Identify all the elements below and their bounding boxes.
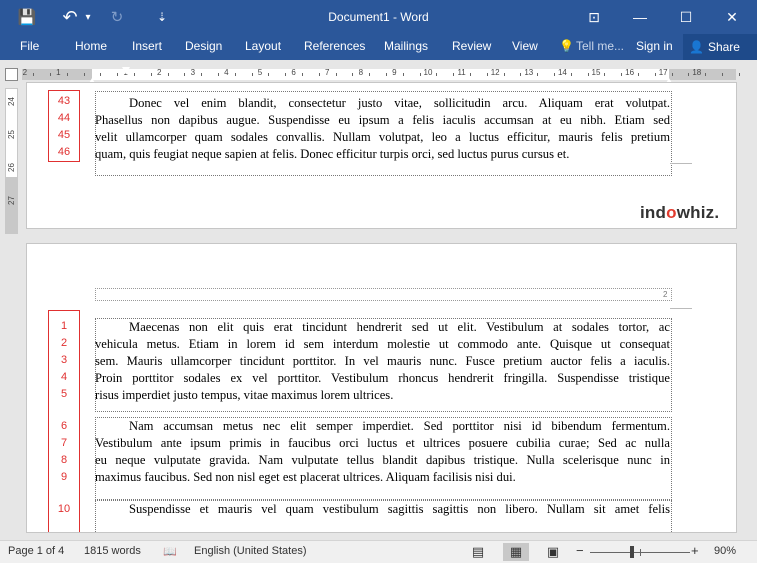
text-line: risus imperdiet justo tempus, vitae maximus lorem ultrices. (95, 388, 394, 402)
first-line-indent-marker[interactable] (122, 67, 130, 74)
ruler-tick (302, 73, 303, 76)
margin-line (670, 308, 692, 309)
ruler-number: 7 (324, 68, 330, 77)
ruler-number: 14 (557, 68, 567, 77)
ruler-number: 2 (156, 68, 162, 77)
zoom-in-button[interactable]: + (691, 543, 699, 558)
tell-me-search[interactable]: Tell me... (576, 39, 625, 53)
tab-review[interactable]: Review (452, 39, 492, 53)
vertical-ruler-number: 27 (7, 196, 16, 205)
text-line: eu neque vulputate gravida. Nam vulputate tellus blandit dapibus tristique. Nulla scelerisque nunc in (95, 453, 670, 467)
ruler-number: 12 (490, 68, 500, 77)
ruler-tick (319, 73, 320, 76)
ruler-tick (151, 73, 152, 76)
ruler-tick (218, 73, 219, 76)
line-number: 10 (57, 503, 71, 515)
paragraph-text[interactable] (95, 501, 670, 518)
ruler-tick (369, 73, 370, 76)
ruler-tick (67, 73, 68, 76)
maximize-icon[interactable]: ☐ (679, 8, 693, 25)
tab-file[interactable]: File (20, 39, 40, 53)
minimize-icon[interactable]: — (633, 9, 647, 25)
ruler-tick (403, 73, 404, 76)
ruler-tick (672, 73, 673, 76)
text-line: Maecenas non elit quis erat tincidunt hendrerit sed ut elit. Vestibulum at sodales tortor, ac (129, 320, 670, 334)
text-line: maximus faucibus. Sed non nisl eget est placerat ultrices. Aliquam facilisis nisi dui. (95, 470, 516, 484)
undo-dropdown-icon[interactable]: ▾ (85, 11, 91, 23)
print-layout-icon[interactable]: ▦ (503, 543, 529, 561)
ruler-tick (688, 73, 689, 76)
ruler-number: 8 (358, 68, 364, 77)
status-bar (0, 540, 757, 563)
share-button[interactable] (683, 34, 757, 60)
page-2 (26, 243, 737, 533)
ruler-tick (604, 73, 605, 76)
ruler-tick (436, 73, 437, 76)
ribbon-tabs (0, 34, 757, 60)
ruler-number: 5 (257, 68, 263, 77)
text-line: Vestibulum ante ipsum primis in faucibus orci luctus et ultrices posuere cubilia curae; Sed ac nulla (95, 436, 670, 450)
ruler-tick (621, 73, 622, 76)
indowhiz-logo: indowhiz. (640, 203, 720, 222)
text-line: velit ullamcorper quam sodales convallis. Nullam volutpat, leo a luctus efficitur, mauris felis pretium (95, 130, 670, 144)
line-numbers-box (48, 90, 80, 162)
proofing-icon[interactable]: 📖 (163, 546, 177, 558)
title-bar (0, 0, 757, 34)
ruler-number: 18 (692, 68, 702, 77)
vertical-ruler-number: 24 (7, 97, 16, 106)
ruler-tick (722, 73, 723, 76)
ruler-tick (520, 73, 521, 76)
ruler-tick (352, 73, 353, 76)
ruler-number: 10 (423, 68, 433, 77)
line-number: 1 (60, 320, 68, 332)
header-page-number: 2 (663, 290, 668, 299)
sign-in-link[interactable]: Sign in (636, 39, 673, 53)
text-line: sem. Mauris ullamcorper tincidunt porttitor. In vel mauris nunc. Fusce pretium auctor felis a iaculis. (95, 354, 670, 368)
line-number: 3 (60, 354, 68, 366)
ruler-number: 13 (524, 68, 534, 77)
ruler-tick (336, 73, 337, 76)
tab-home[interactable]: Home (75, 39, 108, 53)
ruler-tick (487, 73, 488, 76)
line-number: 2 (60, 337, 68, 349)
share-label: Share (707, 40, 740, 54)
vertical-ruler-number: 25 (7, 130, 16, 139)
line-numbers-box (48, 310, 80, 533)
web-layout-icon[interactable]: ▣ (546, 544, 560, 559)
line-number: 5 (60, 388, 68, 400)
ruler-tick (33, 73, 34, 76)
zoom-slider-center-mark (640, 549, 641, 556)
line-number: 45 (57, 129, 71, 141)
ruler-tick (117, 73, 118, 76)
page-count[interactable]: Page 1 of 4 (8, 545, 65, 557)
tab-view[interactable]: View (512, 39, 538, 53)
ruler-tick (100, 73, 101, 76)
line-number: 4 (60, 371, 68, 383)
header-area[interactable] (95, 288, 672, 301)
ruler-number: 9 (392, 68, 397, 77)
undo-icon[interactable]: ↶ (62, 6, 78, 27)
zoom-slider-thumb[interactable] (630, 546, 634, 558)
redo-icon[interactable]: ↻ (110, 9, 124, 26)
ruler-number: 1 (56, 68, 61, 77)
ruler-tick (470, 73, 471, 76)
ruler-tick (268, 73, 269, 76)
ruler-number: 2 (22, 68, 28, 77)
ruler-tick (252, 73, 253, 76)
ruler-tick (285, 73, 286, 76)
ruler-tick (386, 73, 387, 76)
close-icon[interactable]: ✕ (726, 8, 738, 25)
ruler-tick (537, 73, 538, 76)
ruler-number: 11 (457, 68, 466, 77)
tab-insert[interactable]: Insert (132, 39, 163, 53)
line-number: 8 (60, 454, 68, 466)
zoom-level[interactable]: 90% (714, 545, 737, 557)
tab-selector[interactable] (5, 68, 18, 81)
tab-design[interactable]: Design (185, 39, 223, 53)
line-number: 7 (60, 437, 68, 449)
ruler-number: 15 (591, 68, 601, 77)
vertical-ruler-number: 26 (7, 163, 16, 172)
person-icon: 👤 (689, 40, 704, 54)
ruler-tick (168, 73, 169, 76)
ruler-tick (184, 73, 185, 76)
margin-line (670, 163, 692, 164)
word-count[interactable]: 1815 words (84, 545, 141, 557)
ruler-text-area (92, 69, 669, 80)
paragraph-text[interactable] (95, 319, 670, 404)
text-line: Nam accumsan metus nec elit semper imperdiet. Sed porttitor nisi id bibendum fermentum. (129, 419, 670, 433)
ruler-number: 6 (291, 68, 296, 77)
customize-toolbar-icon[interactable]: ⇣ (156, 10, 168, 24)
language-indicator[interactable]: English (United States) (194, 545, 307, 557)
line-number: 43 (57, 95, 71, 107)
ruler-tick (201, 73, 202, 76)
ruler-tick (84, 73, 85, 76)
read-mode-icon[interactable]: ▤ (471, 544, 485, 559)
line-number: 6 (60, 420, 68, 432)
text-line: Donec vel enim blandit, consectetur justo vitae, sollicitudin arcu. Aliquam erat volutpat. (129, 96, 670, 110)
ruler-tick (705, 73, 706, 76)
ruler-tick (50, 73, 51, 76)
tab-references[interactable]: References (304, 39, 366, 53)
vertical-ruler[interactable] (5, 88, 18, 234)
line-number: 46 (57, 146, 71, 158)
ruler-tick (453, 73, 454, 76)
text-line: quam, quis feugiat neque sapien at felis. Donec efficitur turpis orci, sed luctus purus cursus et. (95, 147, 570, 161)
ruler-tick (571, 73, 572, 76)
ruler-tick (504, 73, 505, 76)
ruler-tick (638, 73, 639, 76)
ruler-number: 4 (224, 68, 229, 77)
paragraph-text[interactable] (95, 95, 670, 163)
paragraph-text[interactable] (95, 418, 670, 486)
ruler-number: 1 (123, 68, 128, 77)
ruler-tick (134, 73, 135, 76)
tab-layout[interactable]: Layout (245, 39, 282, 53)
page-1 (26, 82, 737, 229)
ruler-tick (739, 73, 740, 76)
document-title: Document1 - Word (328, 10, 429, 24)
ruler-number: 17 (658, 68, 668, 77)
lightbulb-icon: 💡 (559, 39, 574, 53)
ruler-tick (655, 73, 656, 76)
save-icon[interactable]: 💾 (17, 9, 37, 26)
text-line: vehicula metus. Etiam in lorem id sem interdum molestie ut commodo ante. Quisque ut consequat (95, 337, 670, 351)
ruler-tick (235, 73, 236, 76)
ruler-tick (588, 73, 589, 76)
ruler-number: 3 (190, 68, 196, 77)
text-line: Proin porttitor sodales ex vel porttitor. Vestibulum rhoncus hendrerit fringilla. Suspendisse tristique (95, 371, 670, 385)
zoom-out-button[interactable]: − (576, 543, 584, 558)
text-line: Suspendisse et mauris vel quam vestibulum sagittis sagittis non libero. Nullam sit amet felis (129, 502, 670, 516)
ruler-tick (554, 73, 555, 76)
text-line: Phasellus non dapibus augue. Suspendisse eu ipsum a felis iaculis accumsan at eu nibh. Etiam sed (95, 113, 670, 127)
ruler-tick (420, 73, 421, 76)
line-number: 9 (60, 471, 68, 483)
ruler-number: 16 (625, 68, 635, 77)
ribbon-display-options-icon[interactable]: ⊡ (588, 8, 600, 25)
tab-mailings[interactable]: Mailings (384, 39, 429, 53)
line-number: 44 (57, 112, 71, 124)
